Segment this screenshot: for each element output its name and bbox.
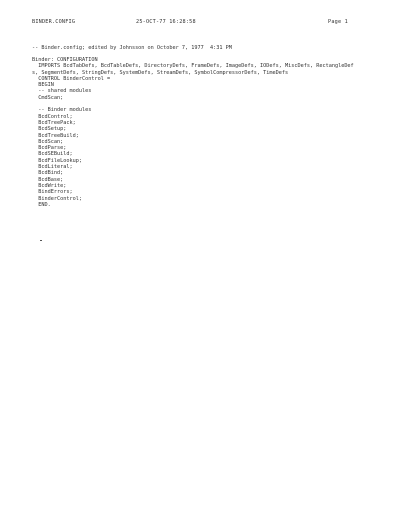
code-line: -- shared modules xyxy=(32,88,92,95)
header-page-number: Page 1 xyxy=(328,19,348,25)
code-line: BcdTreeBuild; xyxy=(32,132,79,139)
code-line: BindErrors; xyxy=(32,189,73,196)
code-line: BcdWrite; xyxy=(32,182,67,189)
code-line: CmdScan; xyxy=(32,94,64,101)
code-line: IMPORTS BcdTabDefs, BcdTableDefs, DirectoryDefs, FrameDefs, ImageDefs, IODefs, MiscDefs, RectangleDef xyxy=(32,63,354,70)
stray-mark xyxy=(40,240,42,241)
code-line: Binder: CONFIGURATION xyxy=(32,57,98,63)
code-line: BcdSEBuild; xyxy=(32,151,73,158)
code-line: BcdControl; xyxy=(32,113,73,120)
code-line: BcdLiteral; xyxy=(32,164,73,171)
code-line: BcdParse; xyxy=(32,145,67,152)
code-line: BcdBase; xyxy=(32,176,64,183)
header-filename: BINDER.CONFIG xyxy=(32,19,76,25)
code-line: BinderControl; xyxy=(32,195,82,202)
code-line: BcdSetup; xyxy=(32,126,67,133)
code-line: BcdTreePack; xyxy=(32,119,76,126)
code-line: END. xyxy=(32,201,51,208)
code-line: CONTROL BinderControl = xyxy=(32,75,111,82)
header-datetime: 25-OCT-77 16:28:58 xyxy=(136,19,196,25)
code-line: BcdBind; xyxy=(32,170,64,177)
code-line: BcdFileLookup; xyxy=(32,157,82,164)
file-comment: -- Binder.config; edited by Johnsson on October 7, 1977 4:31 PM xyxy=(32,45,232,51)
code-line: BEGIN xyxy=(32,82,54,89)
code-line: -- Binder modules xyxy=(32,107,92,114)
code-listing xyxy=(32,57,354,208)
code-line: BcdScan; xyxy=(32,138,64,145)
code-line: s, SegmentDefs, StringDefs, SystemDefs, StreamDefs, SymbolCompressorDefs, TimeDefs xyxy=(32,69,289,76)
